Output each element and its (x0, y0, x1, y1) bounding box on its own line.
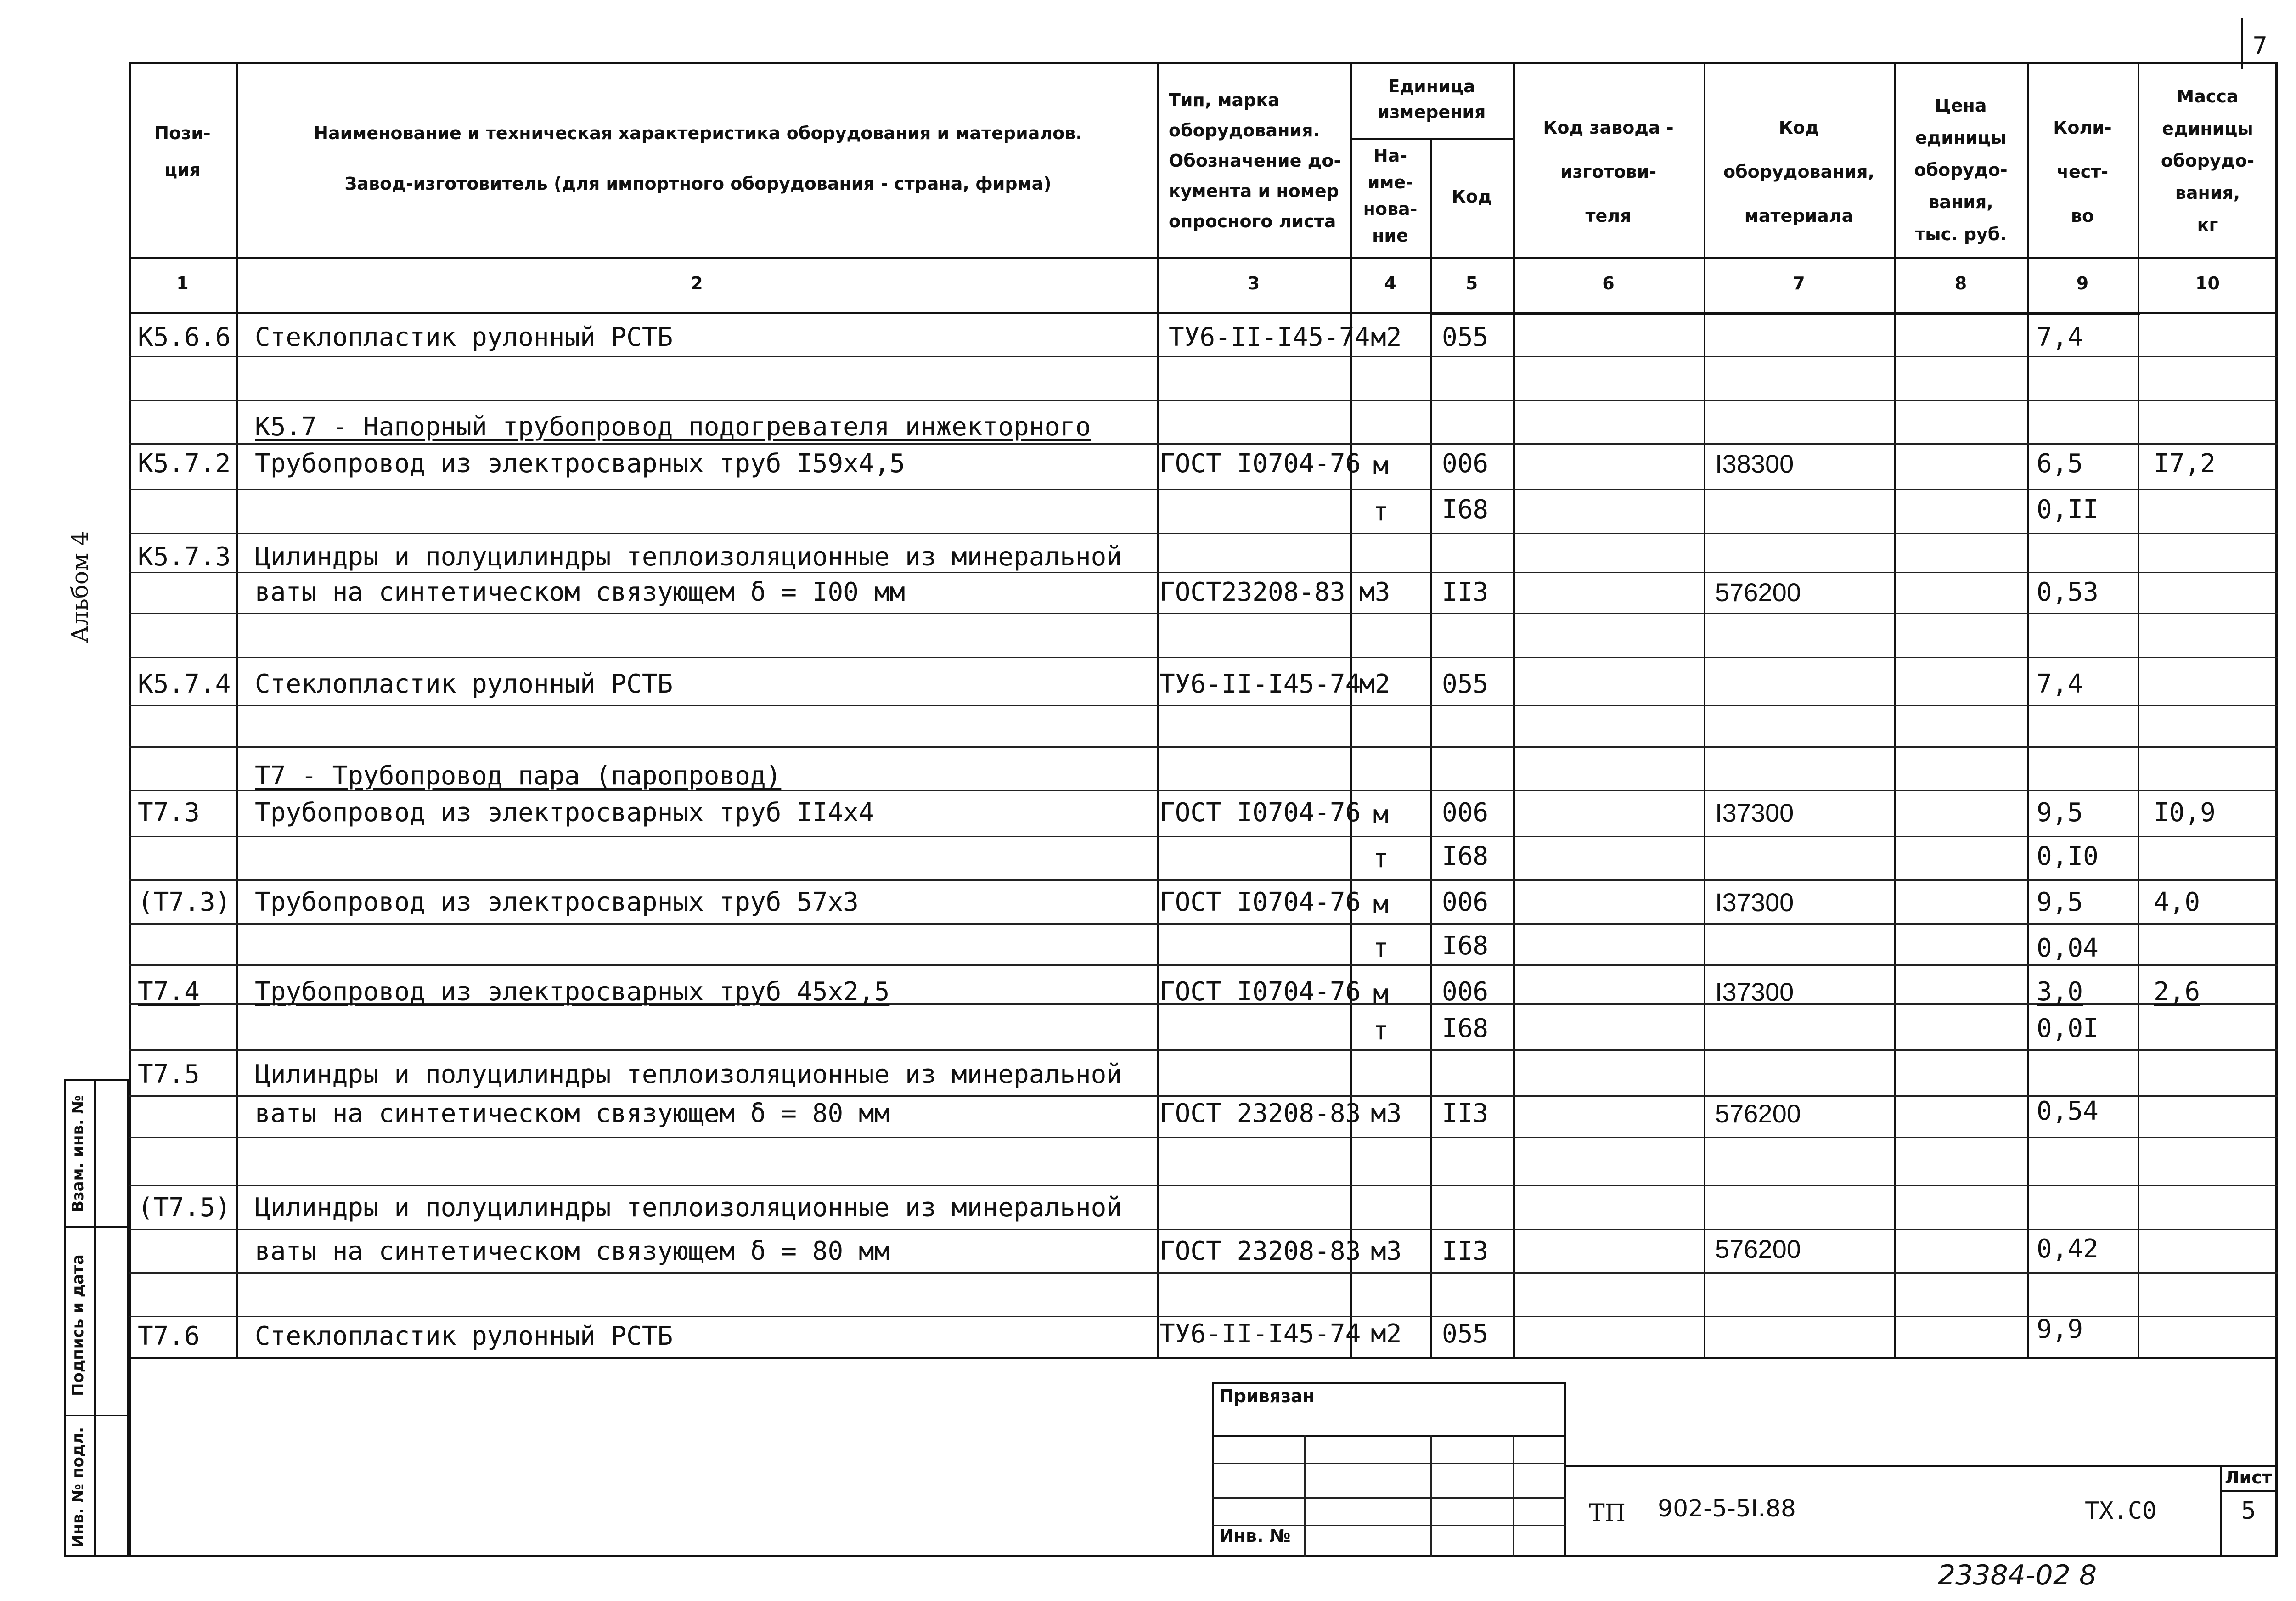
row0-unit-code: 055 (1442, 322, 1489, 352)
row8-qty: 9,5 (2037, 798, 2083, 828)
row15-equip-code: 576200 (1715, 1099, 1801, 1128)
row10-pos: (Т7.3) (138, 887, 231, 917)
row0-doc: ТУ6-II-I45-74 (1169, 322, 1370, 352)
footer-number: 23384-02 8 (1938, 1559, 2097, 1591)
list-number: 5 (2241, 1497, 2257, 1525)
colnum-4: 4 (1384, 273, 1396, 293)
sheet-number: 7 (2252, 32, 2268, 60)
colnum-7: 7 (1793, 273, 1805, 293)
row15-doc: ГОСТ 23208-83 (1159, 1099, 1361, 1128)
row12-equip-code: I37300 (1715, 977, 1794, 1006)
row10-name: Трубопровод из электросварных труб 57х3 (255, 887, 859, 917)
row12-qty: 3,0 (2037, 977, 2083, 1007)
list-label: Лист (2225, 1467, 2272, 1488)
row18-name: Стеклопластик рулонный РСТБ (255, 1321, 673, 1351)
row2-mass: I7,2 (2154, 449, 2216, 479)
row12-doc: ГОСТ I0704-76 (1159, 977, 1361, 1007)
row2-qty: 6,5 (2037, 449, 2083, 479)
row16-name: Цилиндры и полуцилиндры теплоизоляционные из минеральной (255, 1193, 1122, 1223)
colnum-1: 1 (176, 273, 189, 293)
row13-unit-code: I68 (1442, 1014, 1489, 1043)
row15-qty: 0,54 (2037, 1096, 2099, 1126)
row2-doc: ГОСТ I0704-76 (1159, 449, 1361, 479)
row5-doc: ГОСТ23208-83 (1159, 577, 1345, 607)
row3-unit-code: I68 (1442, 495, 1489, 524)
row10-mass: 4,0 (2154, 887, 2200, 917)
header-factory-code: Код завода - изготови- теля (1543, 118, 1674, 226)
colnum-6: 6 (1602, 273, 1615, 293)
row2-pos: К5.7.2 (138, 449, 231, 479)
row4-pos: К5.7.3 (138, 542, 231, 572)
row11-unit-code: I68 (1442, 931, 1489, 961)
row8-doc: ГОСТ I0704-76 (1159, 798, 1361, 828)
row0-qty: 7,4 (2037, 322, 2083, 352)
row2-unit: м (1373, 451, 1389, 481)
side-stamp-vzam: Взам. инв. № (69, 1095, 87, 1212)
row12-pos: Т7.4 (138, 977, 200, 1007)
sheet-number-divider (2241, 18, 2243, 69)
row5-name: ваты на синтетическом связующем δ = I00 мм (255, 577, 906, 607)
row5-unit: м3 (1359, 577, 1390, 607)
row12-unit: м (1373, 979, 1389, 1009)
row14-name: Цилиндры и полуцилиндры теплоизоляционные из минеральной (255, 1060, 1122, 1089)
row15-unit: м3 (1371, 1099, 1402, 1128)
row6-qty: 7,4 (2037, 669, 2083, 699)
row5-qty: 0,53 (2037, 577, 2099, 607)
colnum-2: 2 (691, 273, 703, 293)
row3-unit: т (1373, 497, 1389, 527)
row9-unit-code: I68 (1442, 841, 1489, 871)
row6-pos: К5.7.4 (138, 669, 231, 699)
header-unit-name: На- име- нова- ние (1363, 146, 1418, 246)
header-pos: Пози- ция (154, 123, 211, 180)
header-unit-group: Единица измерения (1377, 76, 1486, 122)
row15-name: ваты на синтетическом связующем δ = 80 мм (255, 1099, 890, 1128)
row10-unit-code: 006 (1442, 887, 1489, 917)
row4-name: Цилиндры и полуцилиндры теплоизоляционные из минеральной (255, 542, 1122, 572)
row12-mass: 2,6 (2154, 977, 2200, 1007)
row17-unit: м3 (1371, 1236, 1402, 1266)
colnum-3: 3 (1247, 273, 1260, 293)
row8-pos: Т7.3 (138, 798, 200, 828)
header-name: Наименование и техническая характеристика оборудования и материалов. Завод-изготовитель (для импортного оборудования - страна, фирма) (314, 123, 1082, 194)
row8-unit: м (1373, 800, 1389, 830)
doc-code: ТХ.С0 (2085, 1497, 2157, 1525)
row15-unit-code: II3 (1442, 1099, 1489, 1128)
row13-unit: т (1373, 1016, 1389, 1046)
row17-unit-code: II3 (1442, 1236, 1489, 1266)
row13-qty: 0,0I (2037, 1014, 2099, 1043)
colnum-8: 8 (1954, 273, 1967, 293)
row5-equip-code: 576200 (1715, 578, 1801, 607)
row8-name: Трубопровод из электросварных труб II4х4 (255, 798, 874, 828)
row6-unit: м2 (1359, 669, 1390, 699)
row5-unit-code: II3 (1442, 577, 1489, 607)
row10-qty: 9,5 (2037, 887, 2083, 917)
row18-unit-code: 055 (1442, 1319, 1489, 1349)
colnum-5: 5 (1465, 273, 1478, 293)
row16-pos: (Т7.5) (138, 1193, 231, 1223)
row0-name: Стеклопластик рулонный РСТБ (255, 322, 673, 352)
row17-name: ваты на синтетическом связующем δ = 80 мм (255, 1236, 890, 1266)
row10-equip-code: I37300 (1715, 888, 1794, 917)
row10-unit: м (1373, 890, 1389, 919)
colnum-10: 10 (2195, 273, 2220, 293)
row18-unit: м2 (1371, 1319, 1402, 1349)
side-stamp-podpis: Подпись и дата (69, 1254, 87, 1396)
row0-unit: м2 (1371, 322, 1402, 352)
project-number: 902-5-5I.88 (1658, 1495, 1796, 1522)
header-equip-code: Код оборудования, материала (1723, 118, 1874, 226)
row9-unit: т (1373, 844, 1389, 874)
row8-mass: I0,9 (2154, 798, 2216, 828)
row7-heading: Т7 - Трубопровод пара (паропровод) (255, 761, 782, 791)
row18-doc: ТУ6-II-I45-74 (1159, 1319, 1361, 1349)
privyazan-label: Привязан (1219, 1386, 1315, 1406)
album-label: Альбом 4 (67, 531, 93, 643)
row8-equip-code: I37300 (1715, 798, 1794, 827)
row3-qty: 0,II (2037, 495, 2099, 524)
row9-qty: 0,I0 (2037, 841, 2099, 871)
inv-label: Инв. № (1219, 1526, 1291, 1546)
row2-unit-code: 006 (1442, 449, 1489, 479)
row11-unit: т (1373, 933, 1389, 963)
row12-unit-code: 006 (1442, 977, 1489, 1007)
row14-pos: Т7.5 (138, 1060, 200, 1089)
header-type: Тип, марка оборудования. Обозначение до- кумента и номер опросного листа (1169, 90, 1341, 231)
row2-name: Трубопровод из электросварных труб I59х4,5 (255, 449, 906, 479)
row17-qty: 0,42 (2037, 1234, 2099, 1264)
row12-name: Трубопровод из электросварных труб 45х2,5 (255, 977, 890, 1007)
row2-equip-code: I38300 (1715, 449, 1794, 478)
row0-pos: К5.6.6 (138, 322, 231, 352)
row6-unit-code: 055 (1442, 669, 1489, 699)
header-mass: Масса единицы оборудо- вания, кг (2161, 86, 2255, 235)
row6-doc: ТУ6-II-I45-74 (1159, 669, 1361, 699)
colnum-9: 9 (2076, 273, 2089, 293)
row1-heading: К5.7 - Напорный трубопровод подогревателя инжекторного (255, 412, 1091, 442)
row17-equip-code: 576200 (1715, 1235, 1801, 1263)
row8-unit-code: 006 (1442, 798, 1489, 828)
header-qty: Коли- чест- во (2053, 118, 2112, 226)
side-stamp-inv-podl: Инв. № подл. (69, 1426, 87, 1548)
header-price: Цена единицы оборудо- вания, тыс. руб. (1914, 96, 2008, 244)
tp-label: ТП (1589, 1500, 1626, 1527)
row11-qty: 0,04 (2037, 933, 2099, 963)
row18-qty: 9,9 (2037, 1314, 2083, 1344)
row18-pos: Т7.6 (138, 1321, 200, 1351)
header-unit-code: Код (1452, 186, 1492, 207)
row10-doc: ГОСТ I0704-76 (1159, 887, 1361, 917)
row17-doc: ГОСТ 23208-83 (1159, 1236, 1361, 1266)
row6-name: Стеклопластик рулонный РСТБ (255, 669, 673, 699)
